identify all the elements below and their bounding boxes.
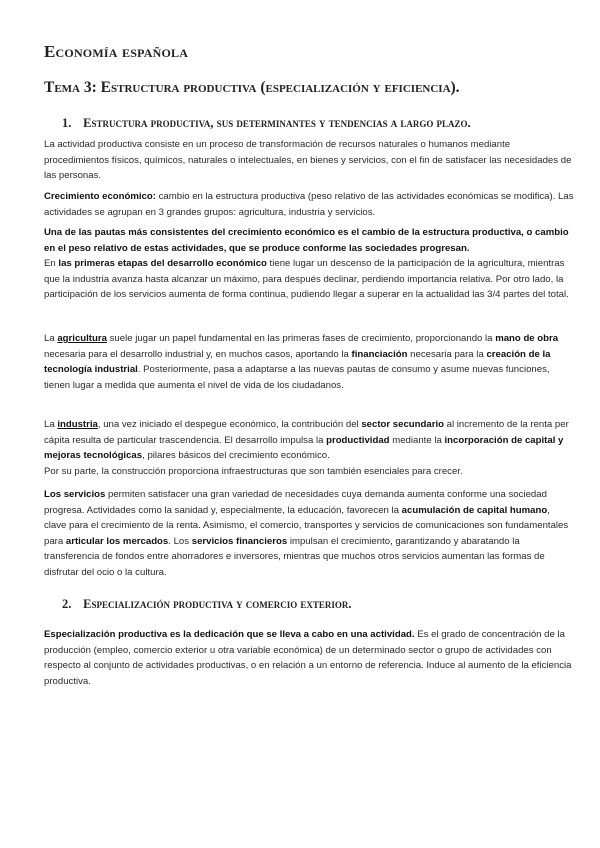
paragraph-crecimiento [44, 189, 574, 220]
bold-statement: Una de las pautas más consistentes del crecimiento económico es el cambio de la estructura productiva, o cambio en el peso relativo de estas actividades, que se produce conforme las sociedades progresan. [44, 227, 569, 254]
paragraph-text: La actividad productiva consiste en un proceso de transformación de recursos naturales o humanos mediante procedimientos físicos, químicos, naturales o intelectuales, en bienes y servicios, con el fin de satisfacer las necesidades de las personas. [44, 139, 572, 182]
term-tecnologia-industrial: creación de la tecnología industrial [44, 348, 551, 376]
paragraph-text: La [44, 419, 58, 430]
paragraph-text: Es el grado de concentración de la producción (empleo, comercio exterior u otra variable económica) de un determinado sector o grupo de actividades con respecto al conjunto de actividades productivas, o en relación a un entorno de referencia. Induce al aumento de la eficiencia productiva. [44, 629, 572, 687]
paragraph-text: al incremento de la renta per cápita resulta de particular trascendencia. El desarrollo impulsa la [44, 419, 569, 446]
document-title: Economía española [44, 42, 189, 61]
topic-title: Tema 3: Estructura productiva (especialización y eficiencia). [44, 79, 460, 96]
term-crecimiento: Crecimiento económico: [44, 191, 156, 202]
paragraph-construccion: Por su parte, la construcción proporciona infraestructuras que son también esenciales para crecer. [44, 465, 463, 477]
paragraph-text: , clave para el crecimiento de la renta. Asimismo, el comercio, transportes y servicios de comunicaciones son fundamentales para [44, 504, 569, 547]
paragraph-actividad-productiva [44, 137, 574, 184]
paragraph-text: mediante la [389, 434, 445, 446]
paragraph-text: necesaria para el desarrollo industrial y, en muchos casos, aportando la [44, 348, 352, 360]
term-servicios-financieros: servicios financieros [191, 535, 288, 547]
paragraph-text: , una vez iniciado el despegue económico, la contribución del [97, 419, 362, 430]
paragraph-text: . Posteriormente, pasa a adaptarse a las nuevas pautas de consumo y asume nuevas funciones, tienen lugar a medida que aumenta el nivel de vida de los ciudadanos. [44, 364, 550, 391]
term-primeras-etapas: las primeras etapas del desarrollo económico [58, 258, 267, 270]
term-especializacion: Especialización productiva es la dedicación que se lleva a cabo en una actividad. [44, 629, 415, 640]
term-agricultura: agricultura [57, 333, 107, 344]
paragraph-text: impulsan el crecimiento, garantizando y abaratando la transferencia de fondos entre ahorradores e inversores, mientras que muchos otros servicios aumentan las formas de disfrutar del ocio o la cultura. [44, 535, 545, 578]
paragraph-especializacion [44, 627, 574, 689]
term-capital-mejoras: incorporación de capital y mejoras tecnológicas [44, 434, 564, 462]
section-1-number: 1. [62, 116, 72, 130]
term-articular-mercados: articular los mercados [65, 535, 169, 547]
paragraph-text: suele jugar un papel fundamental en las primeras fases de crecimiento, proporcionando la [106, 333, 496, 344]
term-capital-humano: acumulación de capital humano [401, 504, 548, 516]
paragraph-pautas [44, 225, 574, 303]
section-2-heading [62, 597, 351, 612]
paragraph-text: permiten satisfacer una gran variedad de necesidades cuya demanda aumenta conforme una sociedad progresa. Actividades como la sanidad y, especialmente, la educación, favorecen la [44, 489, 547, 516]
paragraph-text: cambio en la estructura productiva (peso relativo de las actividades económicas se modifica). Las actividades se agrupan en 3 grandes grupos: agricultura, industria y servicios. [44, 191, 574, 218]
paragraph-text: . Los [168, 535, 192, 547]
paragraph-text: , pilares básicos del crecimiento económico. [142, 450, 330, 462]
section-1-heading [62, 116, 471, 131]
paragraph-text: En [44, 258, 59, 270]
term-servicios: Los servicios [44, 489, 106, 500]
term-financiacion: financiación [351, 348, 408, 360]
paragraph-text: La [44, 333, 58, 344]
term-sector-secundario: sector secundario [361, 419, 444, 430]
term-industria: industria [57, 419, 98, 430]
section-1-title: Estructura productiva, sus determinantes y tendencias a largo plazo. [83, 116, 471, 130]
section-2-number: 2. [62, 597, 72, 611]
section-2-title: Especialización productiva y comercio exterior. [83, 597, 352, 611]
term-productividad: productividad [326, 434, 390, 446]
paragraph-industria [44, 417, 574, 479]
paragraph-text: necesaria para la [407, 348, 487, 360]
paragraph-text: tiene lugar un descenso de la participación de la agricultura, mientras que la industria avanza hasta alcanzar un máximo, para después declinar, perdiendo importancia relativa. Por otro lado, la participación de los servicios aumenta de forma continua, pudiendo llegar a superar en la actualidad las 3/4 partes del total. [44, 258, 569, 301]
term-mano-de-obra: mano de obra [495, 333, 559, 344]
paragraph-servicios [44, 487, 574, 581]
paragraph-agricultura [44, 331, 574, 393]
